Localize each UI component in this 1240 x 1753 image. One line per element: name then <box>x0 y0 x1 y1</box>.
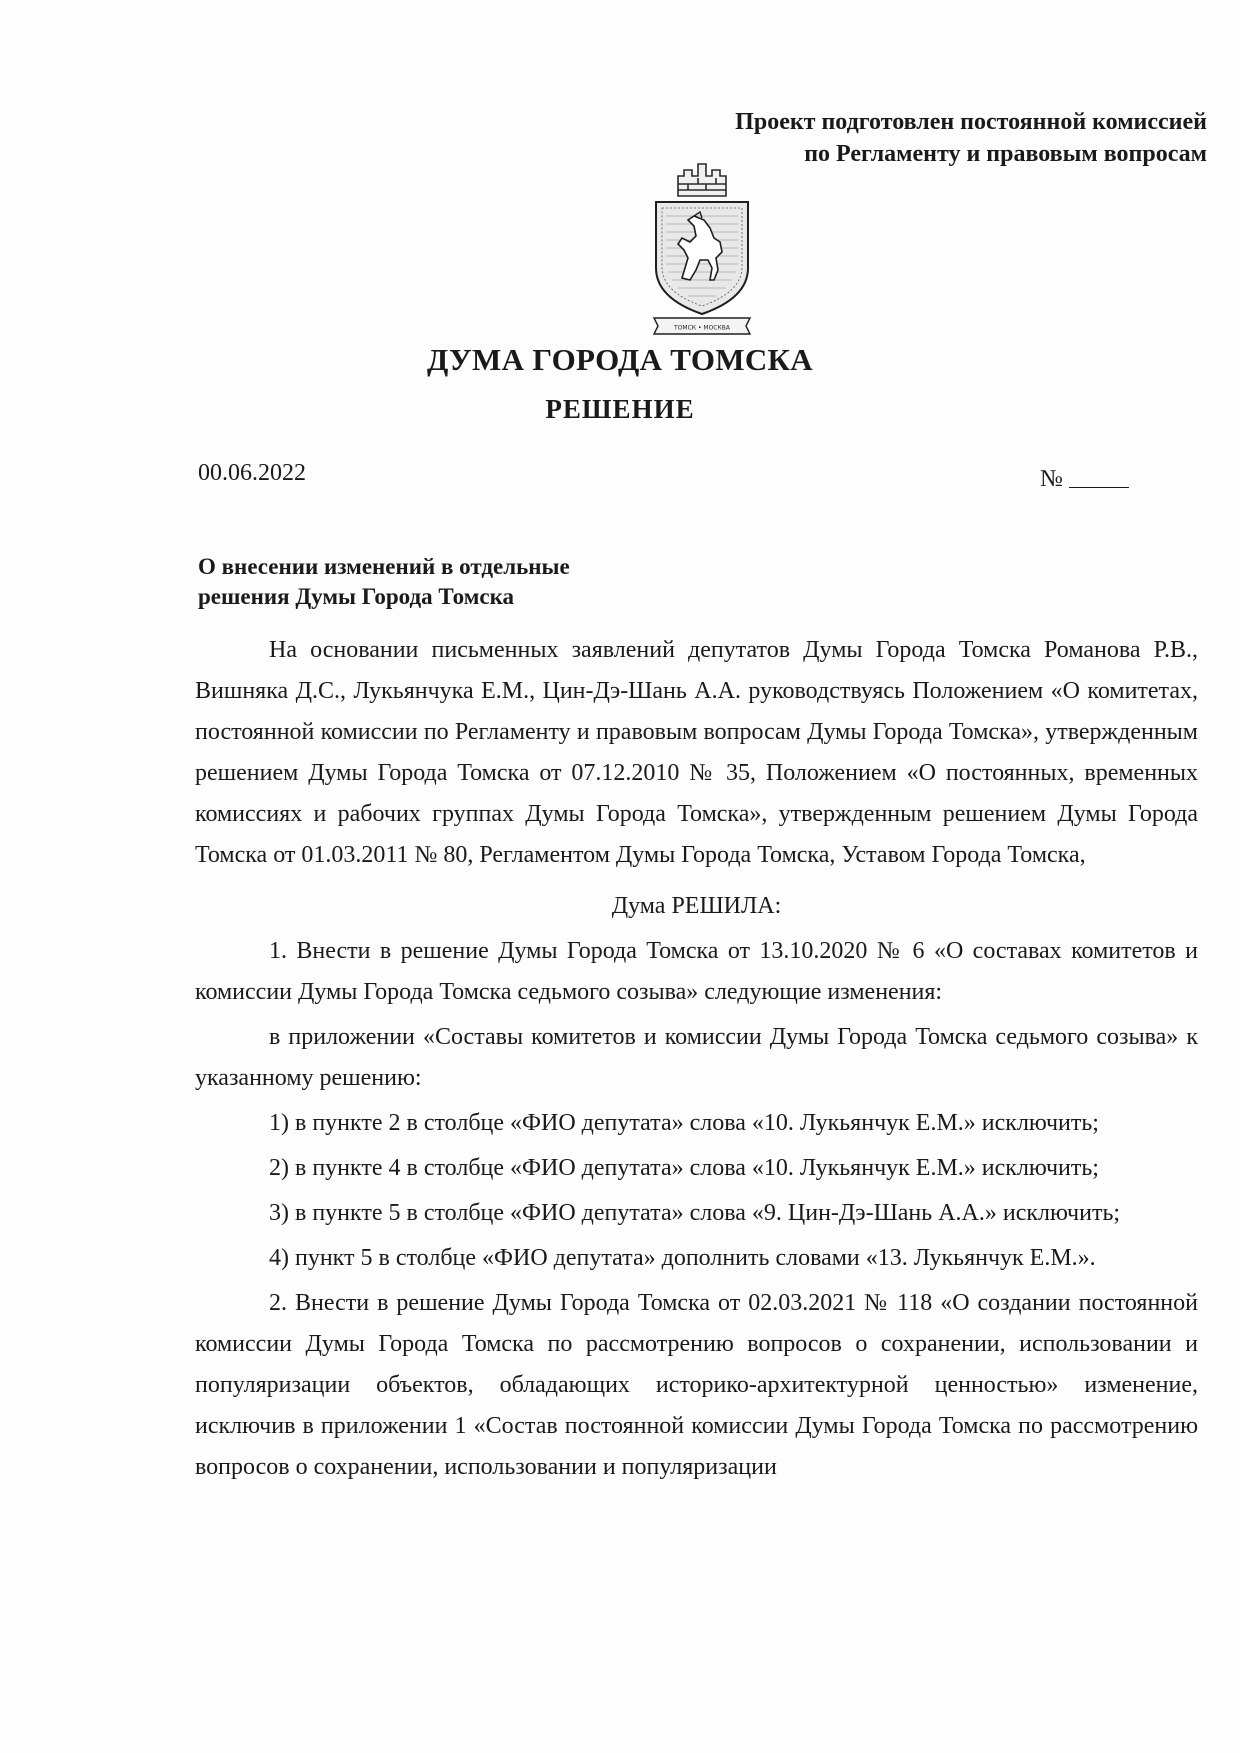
sub-item-3: 3) в пункте 5 в столбце «ФИО депутата» слова «9. Цин-Дэ-Шань А.А.» исключить; <box>269 1200 1121 1226</box>
document-number <box>1040 466 1129 493</box>
document-subject <box>198 552 570 612</box>
document-date: 00.06.2022 <box>198 460 306 486</box>
document-type: РЕШЕНИЕ <box>545 394 695 424</box>
subject-line-2: решения Думы Города Томска <box>198 584 514 609</box>
item-2-paragraph: 2. Внести в решение Думы Города Томска от 02.03.2021 № 118 «О создании постоянной комиссии Думы Города Томска по рассмотрению вопросов о сохранении, использовании и популяризации объектов, обладающих историко-архитектурной ценностью» изменение, исключив в приложении 1 «Состав постоянной комиссии Думы Города Томска по рассмотрению вопросов о сохранении, использовании и популяризации <box>195 1290 1198 1480</box>
prepared-by-line-1: Проект подготовлен постоянной комиссией <box>735 109 1207 135</box>
city-coat-of-arms-emblem <box>648 158 756 336</box>
sub-item-1: 1) в пункте 2 в столбце «ФИО депутата» слова «10. Лукьянчук Е.М.» исключить; <box>269 1110 1099 1136</box>
document-body <box>195 630 1198 1488</box>
sub-item-2: 2) в пункте 4 в столбце «ФИО депутата» слова «10. Лукьянчук Е.М.» исключить; <box>269 1155 1099 1181</box>
item-1-paragraph: 1. Внести в решение Думы Города Томска от 13.10.2020 № 6 «О составах комитетов и комиссии Думы Города Томска седьмого созыва» следующие изменения: <box>195 938 1198 1005</box>
subject-line-1: О внесении изменений в отдельные <box>198 554 570 579</box>
item-1-intro-paragraph: в приложении «Составы комитетов и комиссии Думы Города Томска седьмого созыва» к указанному решению: <box>195 1024 1198 1091</box>
sub-item-4: 4) пункт 5 в столбце «ФИО депутата» дополнить словами «13. Лукьянчук Е.М.». <box>269 1245 1096 1271</box>
preamble-paragraph: На основании письменных заявлений депутатов Думы Города Томска Романова Р.В., Вишняка Д.С., Лукьянчука Е.М., Цин-Дэ-Шань А.А. руководствуясь Положением «О комитетах, постоянной комиссии по Регламенту и правовым вопросам Думы Города Томска», утвержденным решением Думы Города Томска от 07.12.2010 № 35, Положением «О постоянных, временных комиссиях и рабочих группах Думы Города Томска», утвержденным решением Думы Города Томска от 01.03.2011 № 80, Регламентом Думы Города Томска, Уставом Города Томска, <box>195 637 1198 868</box>
number-blank-line <box>1069 487 1129 488</box>
resolved-heading: Дума РЕШИЛА: <box>611 893 782 919</box>
number-label: № <box>1040 466 1063 492</box>
prepared-by-line-2: по Регламенту и правовым вопросам <box>804 141 1207 167</box>
prepared-by-note <box>735 106 1207 170</box>
emblem-ribbon-text: ТОМСК • МОСКВА <box>674 324 730 332</box>
organization-title: ДУМА ГОРОДА ТОМСКА <box>427 342 813 377</box>
